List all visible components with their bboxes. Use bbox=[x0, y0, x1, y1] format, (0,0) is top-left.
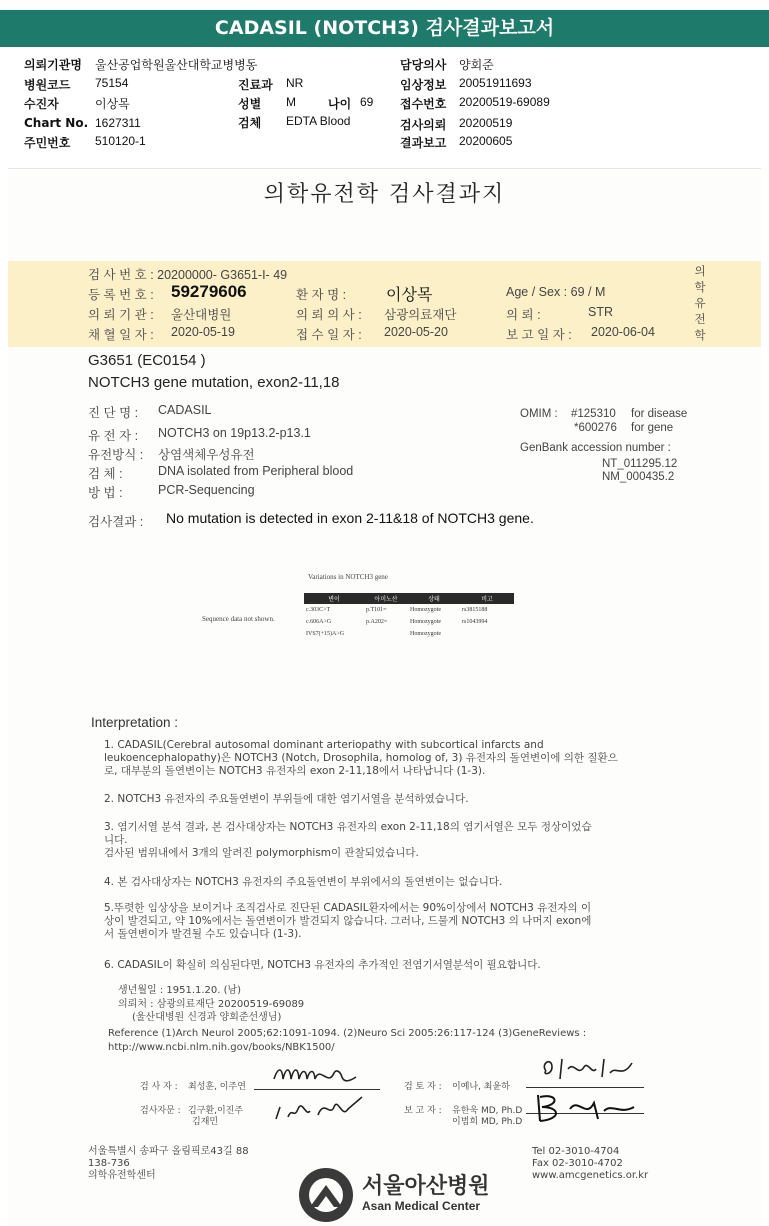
field-label: 유 전 자 : bbox=[88, 429, 139, 443]
interpretation-item: 6. CADASIL이 확실히 의심된다면, NOTCH3 유전자의 추가적인 전염기서열분석이 필요합니다. bbox=[104, 959, 541, 971]
advisor-names: 김구환,이진주 bbox=[188, 1106, 244, 1116]
clinical-label: 임상정보 bbox=[400, 78, 447, 92]
advisor-label: 검사자문 : bbox=[140, 1106, 181, 1116]
field-label: 진 단 명 : bbox=[88, 406, 139, 420]
vertical-label bbox=[693, 263, 707, 343]
field-label: 유전방식 : bbox=[88, 448, 144, 462]
address-line-2: 138-736 bbox=[88, 1158, 130, 1169]
interpretation-item: 5.뚜렷한 임상상을 보이거나 조직검사로 진단된 CADASIL환자에서는 90%이상에서 NOTCH3 유전자의 이 상이 발견되고, 약 10%에서는 돌연변이가 발견되지 않습니다. 그러나, 드물게 NOTCH3 의 나머지 exon에 서 돌연변이가 발견될 수도 있습니다 (1-3). bbox=[104, 902, 592, 940]
chart-label: Chart No. bbox=[24, 116, 89, 130]
table-row bbox=[304, 604, 514, 616]
variant-cell: Homozygote bbox=[410, 631, 441, 637]
fax: Fax 02-3010-4702 bbox=[532, 1158, 623, 1169]
collect-label: 채 혈 일 자 : bbox=[88, 328, 154, 342]
request-label: 검사의뢰 bbox=[400, 118, 447, 132]
genbank-acc-1: NT_011295.12 bbox=[602, 458, 678, 470]
reviewer-label: 검 토 자 : bbox=[404, 1082, 442, 1092]
website: www.amcgenetics.or.kr bbox=[532, 1170, 649, 1181]
field-value: 상염색체우성유전 bbox=[158, 448, 255, 462]
variant-cell: Homozygote bbox=[410, 607, 441, 613]
variant-cell: rs3815188 bbox=[462, 607, 488, 613]
age-value: 69 bbox=[360, 95, 374, 109]
field-label: 검 체 : bbox=[88, 467, 123, 481]
band-receipt-label: 접 수 일 자 : bbox=[296, 328, 362, 342]
reporter-label: 보 고 자 : bbox=[404, 1106, 442, 1116]
center-name: 의학유전학센터 bbox=[88, 1170, 156, 1181]
test-number: 검 사 번 호 : 20200000- G3651-I- 49 bbox=[88, 268, 288, 282]
sex-value: M bbox=[286, 95, 296, 109]
interpretation-item: 3. 염기서열 분석 결과, 본 검사대상자는 NOTCH3 유전자의 exon 2-11,18의 염기서열은 모두 정상이었습 니다. 검사된 범위내에서 3개의 알려진 polymorphism이 관찰되었습니다. bbox=[104, 821, 592, 859]
report-title: CADASIL (NOTCH3) 검사결과보고서 bbox=[0, 10, 769, 47]
reporter-signature bbox=[530, 1089, 640, 1129]
sheet-title: 의학유전학 검사결과지 bbox=[263, 182, 506, 207]
chart-value: 1627311 bbox=[95, 116, 141, 130]
birth-date: 생년월일 : 1951.1.20. (남) bbox=[118, 985, 242, 996]
genbank-label: GenBank accession number : bbox=[520, 442, 671, 454]
field-value: CADASIL bbox=[158, 403, 212, 417]
rrn-label: 주민번호 bbox=[24, 136, 71, 150]
reviewer-signature bbox=[538, 1053, 638, 1087]
advisor-signature bbox=[270, 1089, 380, 1125]
vertical-char: 유 bbox=[694, 296, 706, 310]
req-value: STR bbox=[588, 305, 613, 319]
omim-gene-note: for gene bbox=[631, 422, 674, 434]
band-report-label: 보 고 일 자 : bbox=[506, 328, 572, 342]
vertical-char: 의 bbox=[694, 264, 706, 278]
variant-cell: IVS7(+15)A>G bbox=[306, 631, 345, 637]
variant-header: 비고 bbox=[460, 593, 514, 604]
omim-gene: *600276 bbox=[574, 422, 617, 434]
variant-header: 아미노산 bbox=[364, 593, 408, 604]
reviewer-sign-line bbox=[526, 1087, 644, 1088]
req-doc-label: 의 뢰 의 사 : bbox=[296, 308, 362, 322]
age-sex: Age / Sex : 69 / M bbox=[506, 285, 606, 299]
hospital-code-label: 병원코드 bbox=[24, 78, 71, 92]
req-doc-value: 삼광의료재단 bbox=[384, 308, 457, 322]
variant-cell: p.A202= bbox=[366, 619, 388, 625]
vertical-char: 전 bbox=[694, 312, 706, 326]
report-header bbox=[0, 52, 769, 164]
reference-url: http://www.ncbi.nlm.nih.gov/books/NBK1500/ bbox=[108, 1042, 335, 1053]
request-value: 20200519 bbox=[459, 116, 513, 130]
field-value: NOTCH3 on 19p13.2-p13.1 bbox=[158, 426, 311, 440]
doctor-label: 담당의사 bbox=[400, 58, 447, 72]
table-row bbox=[304, 616, 514, 628]
result-label: 검사결과 : bbox=[88, 515, 144, 529]
patient-label: 수진자 bbox=[24, 97, 59, 111]
reporter-name-1: 유한욱 MD, Ph.D bbox=[452, 1106, 523, 1116]
variant-cell: p.T101= bbox=[366, 607, 387, 613]
hospital-name-en: Asan Medical Center bbox=[362, 1199, 481, 1213]
variant-cell: Homozygote bbox=[410, 619, 441, 625]
clinical-value: 20051911693 bbox=[459, 76, 532, 90]
variant-cell bbox=[460, 628, 514, 640]
institution-label: 의뢰기관명 bbox=[24, 58, 82, 72]
specimen-value: EDTA Blood bbox=[286, 114, 351, 128]
variants-table bbox=[304, 593, 514, 640]
variant-cell: rs1043994 bbox=[462, 619, 488, 625]
dept-label: 진료과 bbox=[238, 78, 273, 92]
specimen-label: 검체 bbox=[238, 116, 262, 130]
vertical-char: 학 bbox=[694, 328, 706, 342]
result-text: No mutation is detected in exon 2-11&18 of NOTCH3 gene. bbox=[166, 510, 534, 526]
rrn-value: 510120-1 bbox=[95, 134, 146, 148]
reference: Reference (1)Arch Neurol 2005;62:1091-1094. (2)Neuro Sci 2005:26:117-124 (3)GeneReviews : bbox=[108, 1028, 587, 1039]
reg-number: 59279606 bbox=[171, 282, 247, 301]
variant-cell: c.303C>T bbox=[306, 607, 331, 613]
test-name: NOTCH3 gene mutation, exon2-11,18 bbox=[88, 374, 340, 391]
genbank-acc-2: NM_000435.2 bbox=[602, 471, 675, 483]
address-line-1: 서울특별시 송파구 올림픽로43길 88 bbox=[88, 1146, 249, 1157]
field-value: DNA isolated from Peripheral blood bbox=[158, 464, 354, 478]
interpretation-item: 1. CADASIL(Cerebral autosomal dominant arteriopathy with subcortical infarcts and leukoencephalopathy)은 NOTCH3 (Notch, Drosophila, homolog of, 3) 유전자의 돌연변이에 의한 질환으 로, 대부분의 돌연변이는 NOTCH3 유전자의 exon 2-11,18에서 나타납니다 (1-3). bbox=[104, 739, 618, 777]
sequence-note: Sequence data not shown. bbox=[202, 615, 275, 623]
field-value: PCR-Sequencing bbox=[158, 483, 255, 497]
asan-logo-icon bbox=[296, 1165, 356, 1225]
omim-disease: #125310 bbox=[571, 408, 616, 420]
omim-disease-note: for disease bbox=[631, 408, 688, 420]
interpretation-item: 2. NOTCH3 유전자의 주요돌연변이 부위들에 대한 염기서열을 분석하였습니다. bbox=[104, 793, 469, 805]
vertical-char: 학 bbox=[694, 280, 706, 294]
hospital-code-value: 75154 bbox=[95, 76, 129, 90]
hospital-name-kr: 서울아산병원 bbox=[362, 1174, 490, 1199]
variant-header: 상태 bbox=[408, 593, 460, 604]
age-label: 나이 bbox=[328, 97, 352, 111]
interpretation-title: Interpretation : bbox=[91, 715, 179, 730]
org-label: 의 뢰 기 관 : bbox=[88, 308, 154, 322]
receipt-label: 접수번호 bbox=[400, 97, 447, 111]
field-label: 방 법 : bbox=[88, 486, 123, 500]
dept-value: NR bbox=[286, 76, 304, 90]
collect-value: 2020-05-19 bbox=[171, 325, 235, 339]
reviewer-names: 이예나, 최윤하 bbox=[452, 1082, 510, 1092]
variations-title: Variations in NOTCH3 gene bbox=[308, 573, 388, 581]
variant-cell bbox=[364, 628, 408, 640]
omim-label: OMIM : bbox=[520, 408, 558, 420]
report-date-label: 결과보고 bbox=[400, 136, 447, 150]
requester-detail: (울산대병원 신경과 양회준선생님) bbox=[132, 1012, 282, 1023]
band-receipt-value: 2020-05-20 bbox=[384, 325, 448, 339]
band-report-value: 2020-06-04 bbox=[591, 325, 655, 339]
reg-label: 등 록 번 호 : bbox=[88, 288, 154, 302]
variant-header: 변이 bbox=[304, 593, 364, 604]
test-code: G3651 (EC0154 ) bbox=[88, 352, 206, 369]
band-patient-name: 이상목 bbox=[386, 287, 433, 304]
variant-cell: c.606A>G bbox=[306, 619, 332, 625]
table-row bbox=[304, 628, 514, 640]
advisor-names-2: 김재민 bbox=[192, 1117, 219, 1127]
band-patient-label: 환 자 명 : bbox=[296, 288, 347, 302]
tester-label: 검 사 자 : bbox=[140, 1082, 178, 1092]
report-date-value: 20200605 bbox=[459, 134, 513, 148]
reporter-name-2: 이범희 MD, Ph.D bbox=[452, 1117, 523, 1127]
patient-info-band bbox=[8, 261, 761, 347]
tester-names: 최성훈, 이주연 bbox=[188, 1082, 246, 1092]
doctor-value: 양회준 bbox=[459, 58, 494, 72]
tester-signature bbox=[270, 1057, 360, 1089]
tel: Tel 02-3010-4704 bbox=[532, 1146, 620, 1157]
scanned-result-sheet bbox=[8, 168, 761, 1226]
patient-value: 이상목 bbox=[95, 97, 130, 111]
receipt-value: 20200519-69089 bbox=[459, 95, 550, 109]
requester: 의뢰처 : 삼광의료재단 20200519-69089 bbox=[118, 999, 305, 1010]
interpretation-item: 4. 본 검사대상자는 NOTCH3 유전자의 주요돌연변이 부위에서의 돌연변이는 없습니다. bbox=[104, 876, 503, 888]
sex-label: 성별 bbox=[238, 97, 262, 111]
institution-value: 울산공업학원울산대학교병병동 bbox=[95, 58, 258, 72]
org-value: 울산대병원 bbox=[171, 308, 232, 322]
req-label: 의 뢰 : bbox=[506, 308, 541, 322]
